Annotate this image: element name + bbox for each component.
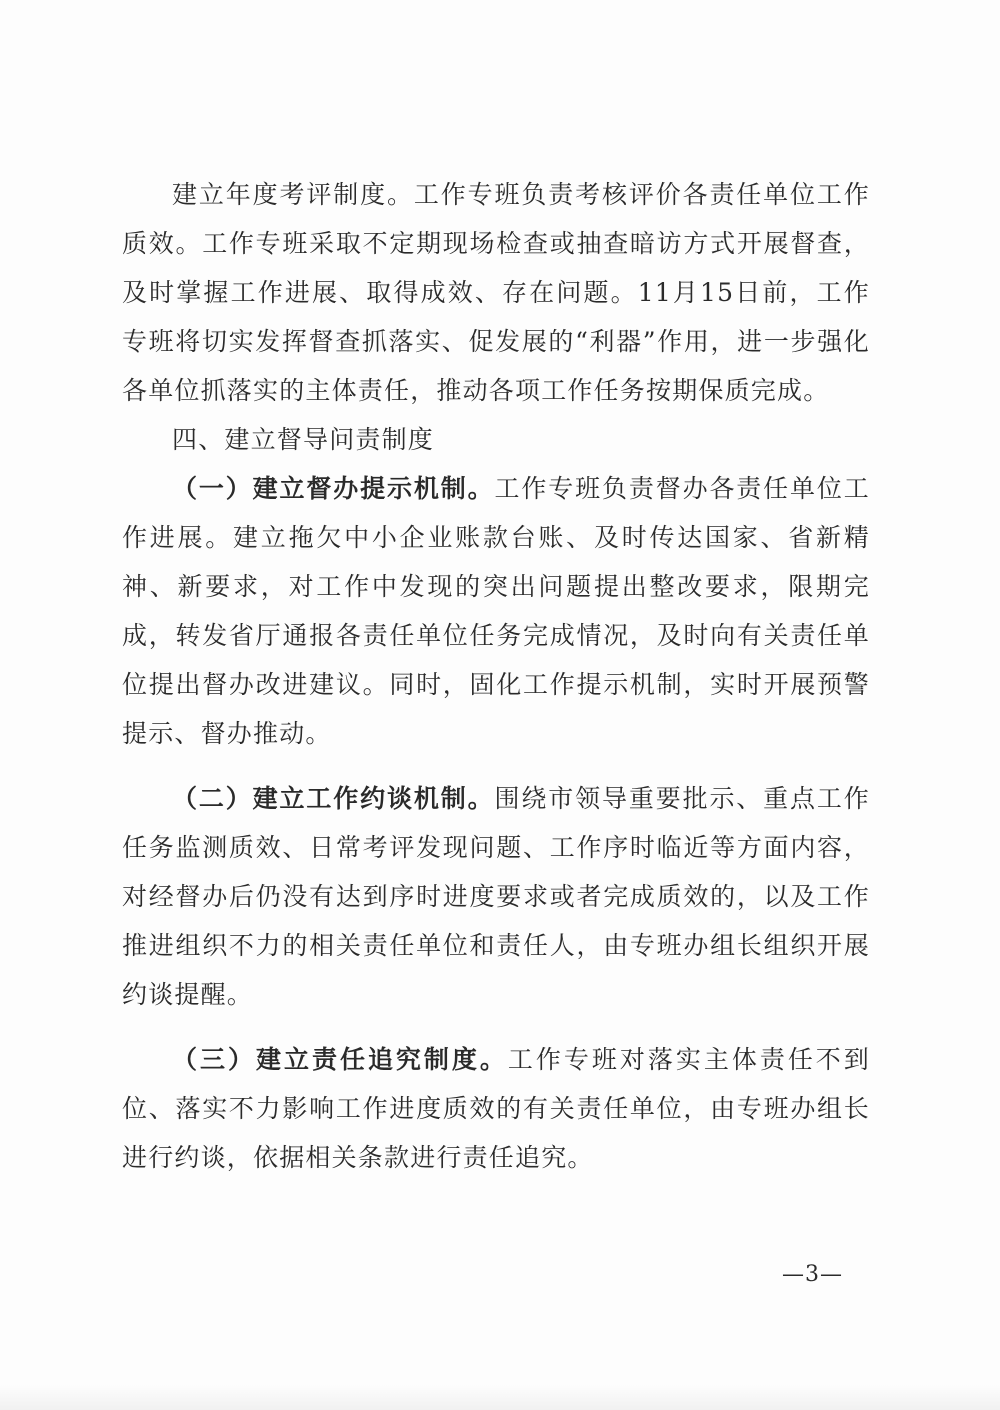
item-lead: （一）建立督办提示机制。 xyxy=(172,474,495,503)
page-number: —3— xyxy=(782,1262,843,1287)
scan-edge xyxy=(0,1385,1000,1410)
item-work-interview xyxy=(122,774,870,1019)
item-lead: （二）建立工作约谈机制。 xyxy=(172,784,495,813)
item-supervision-reminder xyxy=(122,464,870,758)
section-heading xyxy=(122,415,870,464)
item-lead: （三）建立责任追究制度。 xyxy=(172,1045,508,1074)
document-body xyxy=(122,170,870,1182)
item-text: 工作专班对落实主体责任不到位、落实不力影响工作进度质效的有关责任单位，由专班办组长进行约谈，依据相关条款进行责任追究。 xyxy=(122,1045,870,1172)
paragraph-annual-evaluation xyxy=(122,170,870,415)
item-text: 工作专班负责督办各责任单位工作进展。建立拖欠中小企业账款台账、及时传达国家、省新精神、新要求，对工作中发现的突出问题提出整改要求，限期完成，转发省厅通报各责任单位任务完成情况，及时向有关责任单位提出督办改进建议。同时，固化工作提示机制，实时开展预警提示、督办推动。 xyxy=(122,474,870,748)
item-accountability xyxy=(122,1035,870,1182)
item-text: 围绕市领导重要批示、重点工作任务监测质效、日常考评发现问题、工作序时临近等方面内容，对经督办后仍没有达到序时进度要求或者完成质效的，以及工作推进组织不力的相关责任单位和责任人，由专班办组长组织开展约谈提醒。 xyxy=(122,784,870,1009)
section-heading-text: 四、建立督导问责制度 xyxy=(172,425,435,454)
paragraph-text: 建立年度考评制度。工作专班负责考核评价各责任单位工作质效。工作专班采取不定期现场检查或抽查暗访方式开展督查，及时掌握工作进展、取得成效、存在问题。11月15日前，工作专班将切实发挥督查抓落实、促发展的“利器”作用，进一步强化各单位抓落实的主体责任，推动各项工作任务按期保质完成。 xyxy=(122,180,870,405)
